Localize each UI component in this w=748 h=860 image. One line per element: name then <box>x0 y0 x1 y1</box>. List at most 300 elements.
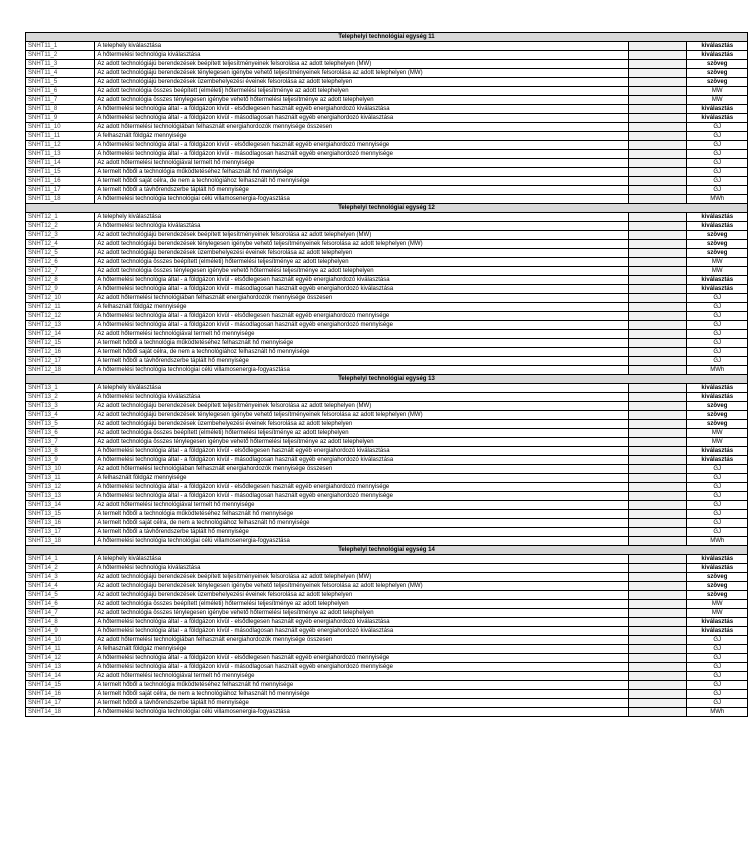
value-input-cell[interactable] <box>629 510 687 519</box>
row-description: Az adott hőtermelési technológiával termelt hő mennyisége <box>95 501 629 510</box>
table-row <box>26 132 748 141</box>
value-input-cell[interactable] <box>629 105 687 114</box>
value-input-cell[interactable] <box>629 231 687 240</box>
value-input-cell[interactable] <box>629 429 687 438</box>
table-row <box>26 177 748 186</box>
row-description: Az adott technológia összes ténylegesen igénybe vehető hőtermelési teljesítménye az adott telephelyen <box>95 438 629 447</box>
row-code: SNHT13_5 <box>26 420 95 429</box>
value-input-cell[interactable] <box>629 240 687 249</box>
value-input-cell[interactable] <box>629 177 687 186</box>
table-row <box>26 636 748 645</box>
value-input-cell[interactable] <box>629 627 687 636</box>
value-input-cell[interactable] <box>629 42 687 51</box>
row-unit: GJ <box>687 501 748 510</box>
table-row <box>26 69 748 78</box>
value-input-cell[interactable] <box>629 303 687 312</box>
row-code: SNHT12_4 <box>26 240 95 249</box>
value-input-cell[interactable] <box>629 222 687 231</box>
value-input-cell[interactable] <box>629 492 687 501</box>
value-input-cell[interactable] <box>629 501 687 510</box>
row-code: SNHT14_12 <box>26 654 95 663</box>
value-input-cell[interactable] <box>629 60 687 69</box>
row-code: SNHT12_10 <box>26 294 95 303</box>
row-unit: szöveg <box>687 411 748 420</box>
row-code: SNHT11_8 <box>26 105 95 114</box>
row-code: SNHT14_13 <box>26 663 95 672</box>
table-row <box>26 438 748 447</box>
row-code: SNHT13_11 <box>26 474 95 483</box>
row-description: A termelt hőből a technológia működtetéséhez felhasznált hő mennyisége <box>95 510 629 519</box>
row-code: SNHT13_8 <box>26 447 95 456</box>
row-unit: kiválasztás <box>687 276 748 285</box>
value-input-cell[interactable] <box>629 456 687 465</box>
row-unit: kiválasztás <box>687 51 748 60</box>
row-description: Az adott technológia összes beépített (elméleti) hőtermelési teljesítménye az adott telephelyen <box>95 258 629 267</box>
value-input-cell[interactable] <box>629 591 687 600</box>
row-unit: kiválasztás <box>687 114 748 123</box>
row-unit: GJ <box>687 303 748 312</box>
table-row <box>26 420 748 429</box>
value-input-cell[interactable] <box>629 366 687 375</box>
row-description: A hőtermelési technológia technológiai célú villamosenergia-fogyasztása <box>95 366 629 375</box>
row-unit: kiválasztás <box>687 564 748 573</box>
section-title: Telephelyi technológiai egység 12 <box>26 204 748 213</box>
row-code: SNHT11_7 <box>26 96 95 105</box>
table-row <box>26 573 748 582</box>
value-input-cell[interactable] <box>629 600 687 609</box>
row-code: SNHT13_2 <box>26 393 95 402</box>
row-description: A termelt hőből a távhőrendszerbe táplált hő mennyisége <box>95 528 629 537</box>
table-row <box>26 231 748 240</box>
row-code: SNHT12_7 <box>26 267 95 276</box>
value-input-cell[interactable] <box>629 186 687 195</box>
row-unit: GJ <box>687 636 748 645</box>
row-description: A termelt hőből a távhőrendszerbe táplált hő mennyisége <box>95 699 629 708</box>
row-code: SNHT13_4 <box>26 411 95 420</box>
row-code: SNHT13_16 <box>26 519 95 528</box>
value-input-cell[interactable] <box>629 294 687 303</box>
row-description: Az adott hőtermelési technológiával termelt hő mennyisége <box>95 159 629 168</box>
row-description: A telephely kiválasztása <box>95 213 629 222</box>
table-row <box>26 276 748 285</box>
section-header-row <box>26 375 748 384</box>
value-input-cell[interactable] <box>629 636 687 645</box>
value-input-cell[interactable] <box>629 474 687 483</box>
table-row <box>26 384 748 393</box>
value-input-cell[interactable] <box>629 708 687 717</box>
row-description: A termelt hőből a technológia működtetéséhez felhasznált hő mennyisége <box>95 339 629 348</box>
row-code: SNHT14_5 <box>26 591 95 600</box>
section-title: Telephelyi technológiai egység 14 <box>26 546 748 555</box>
value-input-cell[interactable] <box>629 690 687 699</box>
row-unit: szöveg <box>687 69 748 78</box>
row-unit: szöveg <box>687 582 748 591</box>
row-unit: MWh <box>687 708 748 717</box>
row-code: SNHT12_18 <box>26 366 95 375</box>
value-input-cell[interactable] <box>629 330 687 339</box>
row-description: Az adott technológiájú berendezések beépített teljesítményeinek felsorolása az adott telephelyen (MW) <box>95 573 629 582</box>
row-unit: GJ <box>687 492 748 501</box>
row-unit: GJ <box>687 330 748 339</box>
value-input-cell[interactable] <box>629 564 687 573</box>
row-description: A hőtermelési technológia által - a földgázon kívül - elsődlegesen használt egyéb energiahordozó kiválasztása <box>95 447 629 456</box>
row-unit: GJ <box>687 339 748 348</box>
table-row <box>26 366 748 375</box>
table-row <box>26 492 748 501</box>
value-input-cell[interactable] <box>629 96 687 105</box>
value-input-cell[interactable] <box>629 159 687 168</box>
table-row <box>26 357 748 366</box>
value-input-cell[interactable] <box>629 78 687 87</box>
value-input-cell[interactable] <box>629 249 687 258</box>
row-code: SNHT11_5 <box>26 78 95 87</box>
value-input-cell[interactable] <box>629 168 687 177</box>
row-code: SNHT11_12 <box>26 141 95 150</box>
table-row <box>26 96 748 105</box>
row-description: A termelt hőből saját célra, de nem a technológiához felhasznált hő mennyisége <box>95 519 629 528</box>
row-unit: GJ <box>687 321 748 330</box>
table-row <box>26 60 748 69</box>
row-code: SNHT11_1 <box>26 42 95 51</box>
row-code: SNHT14_7 <box>26 609 95 618</box>
row-code: SNHT12_1 <box>26 213 95 222</box>
table-row <box>26 429 748 438</box>
row-description: A telephely kiválasztása <box>95 384 629 393</box>
value-input-cell[interactable] <box>629 312 687 321</box>
value-input-cell[interactable] <box>629 384 687 393</box>
table-row <box>26 519 748 528</box>
row-description: Az adott technológia összes ténylegesen igénybe vehető hőtermelési teljesítménye az adott telephelyen <box>95 609 629 618</box>
value-input-cell[interactable] <box>629 618 687 627</box>
value-input-cell[interactable] <box>629 555 687 564</box>
table-row <box>26 294 748 303</box>
value-input-cell[interactable] <box>629 285 687 294</box>
row-unit: MWh <box>687 537 748 546</box>
row-unit: kiválasztás <box>687 627 748 636</box>
row-description: A hőtermelési technológia kiválasztása <box>95 222 629 231</box>
value-input-cell[interactable] <box>629 150 687 159</box>
row-unit: kiválasztás <box>687 447 748 456</box>
row-code: SNHT13_10 <box>26 465 95 474</box>
row-description: Az adott hőtermelési technológiában felhasznált energiahordozók mennyisége összesen <box>95 465 629 474</box>
row-description: A telephely kiválasztása <box>95 42 629 51</box>
row-unit: MWh <box>687 195 748 204</box>
table-row <box>26 348 748 357</box>
row-unit: GJ <box>687 654 748 663</box>
row-unit: kiválasztás <box>687 285 748 294</box>
row-code: SNHT12_2 <box>26 222 95 231</box>
value-input-cell[interactable] <box>629 87 687 96</box>
row-description: A termelt hőből a technológia működtetéséhez felhasznált hő mennyisége <box>95 168 629 177</box>
row-code: SNHT12_5 <box>26 249 95 258</box>
row-unit: GJ <box>687 672 748 681</box>
row-description: Az adott technológia összes ténylegesen igénybe vehető hőtermelési teljesítménye az adott telephelyen <box>95 96 629 105</box>
row-description: Az adott technológia összes beépített (elméleti) hőtermelési teljesítménye az adott telephelyen <box>95 600 629 609</box>
row-description: A hőtermelési technológia által - a földgázon kívül - másodlagosan használt egyéb energiahordozó mennyisége <box>95 492 629 501</box>
row-unit: GJ <box>687 465 748 474</box>
row-code: SNHT14_17 <box>26 699 95 708</box>
row-code: SNHT13_7 <box>26 438 95 447</box>
table-row <box>26 465 748 474</box>
value-input-cell[interactable] <box>629 411 687 420</box>
table-row <box>26 258 748 267</box>
row-unit: kiválasztás <box>687 384 748 393</box>
row-unit: kiválasztás <box>687 393 748 402</box>
table-row <box>26 339 748 348</box>
value-input-cell[interactable] <box>629 663 687 672</box>
row-unit: GJ <box>687 132 748 141</box>
row-code: SNHT14_4 <box>26 582 95 591</box>
row-description: A hőtermelési technológia által - a földgázon kívül - másodlagosan használt egyéb energiahordozó mennyisége <box>95 321 629 330</box>
data-sheet-body <box>26 33 748 717</box>
row-code: SNHT14_11 <box>26 645 95 654</box>
row-description: A termelt hőből saját célra, de nem a technológiához felhasznált hő mennyisége <box>95 690 629 699</box>
table-row <box>26 411 748 420</box>
row-description: A hőtermelési technológia kiválasztása <box>95 51 629 60</box>
section-header-row <box>26 546 748 555</box>
value-input-cell[interactable] <box>629 654 687 663</box>
row-unit: GJ <box>687 690 748 699</box>
table-row <box>26 681 748 690</box>
table-row <box>26 312 748 321</box>
table-row <box>26 690 748 699</box>
row-code: SNHT12_17 <box>26 357 95 366</box>
row-description: Az adott technológia összes beépített (elméleti) hőtermelési teljesítménye az adott telephelyen <box>95 87 629 96</box>
table-row <box>26 447 748 456</box>
row-code: SNHT14_9 <box>26 627 95 636</box>
row-code: SNHT13_15 <box>26 510 95 519</box>
value-input-cell[interactable] <box>629 195 687 204</box>
row-code: SNHT14_10 <box>26 636 95 645</box>
row-unit: kiválasztás <box>687 222 748 231</box>
row-description: A hőtermelési technológia által - a földgázon kívül - elsődlegesen használt egyéb energiahordozó mennyisége <box>95 312 629 321</box>
section-header-row <box>26 204 748 213</box>
row-description: Az adott technológiájú berendezések üzembehelyezési éveinek felsorolása az adott telephelyen <box>95 249 629 258</box>
value-input-cell[interactable] <box>629 132 687 141</box>
value-input-cell[interactable] <box>629 348 687 357</box>
row-unit: szöveg <box>687 573 748 582</box>
row-unit: GJ <box>687 141 748 150</box>
row-code: SNHT13_12 <box>26 483 95 492</box>
value-input-cell[interactable] <box>629 321 687 330</box>
row-description: Az adott technológiájú berendezések ténylegesen igénybe vehető teljesítményeinek felsorolása az adott telephelyen (MW) <box>95 582 629 591</box>
row-unit: szöveg <box>687 591 748 600</box>
row-code: SNHT14_2 <box>26 564 95 573</box>
row-description: A felhasznált földgáz mennyisége <box>95 132 629 141</box>
value-input-cell[interactable] <box>629 213 687 222</box>
table-row <box>26 708 748 717</box>
value-input-cell[interactable] <box>629 672 687 681</box>
row-code: SNHT12_8 <box>26 276 95 285</box>
row-code: SNHT12_15 <box>26 339 95 348</box>
table-row <box>26 51 748 60</box>
row-unit: GJ <box>687 177 748 186</box>
value-input-cell[interactable] <box>629 537 687 546</box>
row-description: A hőtermelési technológia által - a földgázon kívül - másodlagosan használt egyéb energiahordozó kiválasztása <box>95 114 629 123</box>
value-input-cell[interactable] <box>629 519 687 528</box>
row-description: Az adott hőtermelési technológiában felhasznált energiahordozók mennyisége összesen <box>95 294 629 303</box>
section-title: Telephelyi technológiai egység 11 <box>26 33 748 42</box>
table-row <box>26 627 748 636</box>
row-unit: kiválasztás <box>687 213 748 222</box>
row-code: SNHT13_1 <box>26 384 95 393</box>
row-unit: kiválasztás <box>687 618 748 627</box>
table-row <box>26 222 748 231</box>
row-unit: GJ <box>687 528 748 537</box>
row-description: A termelt hőből saját célra, de nem a technológiához felhasznált hő mennyisége <box>95 177 629 186</box>
value-input-cell[interactable] <box>629 465 687 474</box>
row-code: SNHT13_14 <box>26 501 95 510</box>
value-input-cell[interactable] <box>629 699 687 708</box>
data-sheet-table <box>25 32 748 717</box>
row-description: Az adott technológiájú berendezések ténylegesen igénybe vehető teljesítményeinek felsorolása az adott telephelyen (MW) <box>95 411 629 420</box>
row-code: SNHT11_3 <box>26 60 95 69</box>
row-code: SNHT13_18 <box>26 537 95 546</box>
table-row <box>26 303 748 312</box>
row-code: SNHT14_14 <box>26 672 95 681</box>
row-description: Az adott technológiájú berendezések ténylegesen igénybe vehető teljesítményeinek felsorolása az adott telephelyen (MW) <box>95 69 629 78</box>
value-input-cell[interactable] <box>629 276 687 285</box>
row-unit: szöveg <box>687 60 748 69</box>
row-code: SNHT13_3 <box>26 402 95 411</box>
row-unit: GJ <box>687 510 748 519</box>
row-unit: MW <box>687 96 748 105</box>
row-unit: MW <box>687 600 748 609</box>
row-description: Az adott technológiájú berendezések üzembehelyezési éveinek felsorolása az adott telephelyen <box>95 591 629 600</box>
row-code: SNHT14_16 <box>26 690 95 699</box>
value-input-cell[interactable] <box>629 645 687 654</box>
value-input-cell[interactable] <box>629 258 687 267</box>
table-row <box>26 564 748 573</box>
row-code: SNHT14_18 <box>26 708 95 717</box>
row-code: SNHT14_1 <box>26 555 95 564</box>
row-description: A hőtermelési technológia által - a földgázon kívül - másodlagosan használt egyéb energiahordozó kiválasztása <box>95 456 629 465</box>
row-unit: GJ <box>687 645 748 654</box>
row-description: A termelt hőből saját célra, de nem a technológiához felhasznált hő mennyisége <box>95 348 629 357</box>
row-description: A hőtermelési technológia technológiai célú villamosenergia-fogyasztása <box>95 708 629 717</box>
row-code: SNHT11_2 <box>26 51 95 60</box>
row-description: A hőtermelési technológia által - a földgázon kívül - elsődlegesen használt egyéb energiahordozó kiválasztása <box>95 105 629 114</box>
value-input-cell[interactable] <box>629 69 687 78</box>
table-row <box>26 114 748 123</box>
row-description: A hőtermelési technológia által - a földgázon kívül - másodlagosan használt egyéb energiahordozó mennyisége <box>95 150 629 159</box>
row-code: SNHT13_17 <box>26 528 95 537</box>
row-unit: MWh <box>687 366 748 375</box>
row-unit: GJ <box>687 186 748 195</box>
table-row <box>26 87 748 96</box>
row-code: SNHT14_3 <box>26 573 95 582</box>
row-unit: MW <box>687 258 748 267</box>
table-row <box>26 537 748 546</box>
value-input-cell[interactable] <box>629 114 687 123</box>
table-row <box>26 663 748 672</box>
row-unit: MW <box>687 267 748 276</box>
value-input-cell[interactable] <box>629 393 687 402</box>
value-input-cell[interactable] <box>629 420 687 429</box>
row-description: Az adott hőtermelési technológiával termelt hő mennyisége <box>95 672 629 681</box>
table-row <box>26 285 748 294</box>
table-row <box>26 393 748 402</box>
table-row <box>26 555 748 564</box>
row-description: A hőtermelési technológia által - a földgázon kívül - elsődlegesen használt egyéb energiahordozó mennyisége <box>95 654 629 663</box>
row-code: SNHT13_6 <box>26 429 95 438</box>
value-input-cell[interactable] <box>629 402 687 411</box>
value-input-cell[interactable] <box>629 438 687 447</box>
table-row <box>26 645 748 654</box>
row-description: A termelt hőből a technológia működtetéséhez felhasznált hő mennyisége <box>95 681 629 690</box>
value-input-cell[interactable] <box>629 141 687 150</box>
row-code: SNHT12_9 <box>26 285 95 294</box>
value-input-cell[interactable] <box>629 339 687 348</box>
row-unit: GJ <box>687 519 748 528</box>
row-description: Az adott hőtermelési technológiával termelt hő mennyisége <box>95 330 629 339</box>
row-code: SNHT11_18 <box>26 195 95 204</box>
table-row <box>26 609 748 618</box>
table-row <box>26 267 748 276</box>
row-code: SNHT11_13 <box>26 150 95 159</box>
value-input-cell[interactable] <box>629 447 687 456</box>
table-row <box>26 474 748 483</box>
row-code: SNHT13_13 <box>26 492 95 501</box>
table-row <box>26 105 748 114</box>
row-description: A hőtermelési technológia által - a földgázon kívül - elsődlegesen használt egyéb energiahordozó kiválasztása <box>95 276 629 285</box>
table-row <box>26 501 748 510</box>
row-code: SNHT12_11 <box>26 303 95 312</box>
value-input-cell[interactable] <box>629 528 687 537</box>
value-input-cell[interactable] <box>629 681 687 690</box>
table-row <box>26 249 748 258</box>
row-code: SNHT12_12 <box>26 312 95 321</box>
table-row <box>26 600 748 609</box>
value-input-cell[interactable] <box>629 357 687 366</box>
row-description: Az adott technológiájú berendezések ténylegesen igénybe vehető teljesítményeinek felsorolása az adott telephelyen (MW) <box>95 240 629 249</box>
value-input-cell[interactable] <box>629 573 687 582</box>
row-description: Az adott hőtermelési technológiában felhasznált energiahordozók mennyisége összesen <box>95 123 629 132</box>
table-row <box>26 195 748 204</box>
row-description: Az adott technológiájú berendezések beépített teljesítményeinek felsorolása az adott telephelyen (MW) <box>95 231 629 240</box>
row-code: SNHT11_9 <box>26 114 95 123</box>
row-unit: GJ <box>687 168 748 177</box>
section-title: Telephelyi technológiai egység 13 <box>26 375 748 384</box>
row-description: A hőtermelési technológia által - a földgázon kívül - másodlagosan használt egyéb energiahordozó kiválasztása <box>95 285 629 294</box>
row-code: SNHT14_15 <box>26 681 95 690</box>
row-unit: GJ <box>687 681 748 690</box>
value-input-cell[interactable] <box>629 267 687 276</box>
row-unit: szöveg <box>687 78 748 87</box>
row-unit: GJ <box>687 357 748 366</box>
row-code: SNHT11_17 <box>26 186 95 195</box>
row-description: Az adott technológiájú berendezések beépített teljesítményeinek felsorolása az adott telephelyen (MW) <box>95 60 629 69</box>
row-code: SNHT13_9 <box>26 456 95 465</box>
row-code: SNHT11_4 <box>26 69 95 78</box>
table-row <box>26 78 748 87</box>
table-row <box>26 240 748 249</box>
row-unit: MW <box>687 87 748 96</box>
value-input-cell[interactable] <box>629 483 687 492</box>
row-description: A telephely kiválasztása <box>95 555 629 564</box>
value-input-cell[interactable] <box>629 582 687 591</box>
row-unit: szöveg <box>687 240 748 249</box>
row-description: Az adott technológiájú berendezések üzembehelyezési éveinek felsorolása az adott telephelyen <box>95 420 629 429</box>
value-input-cell[interactable] <box>629 51 687 60</box>
row-code: SNHT12_3 <box>26 231 95 240</box>
value-input-cell[interactable] <box>629 123 687 132</box>
row-code: SNHT12_14 <box>26 330 95 339</box>
row-unit: GJ <box>687 294 748 303</box>
table-row <box>26 591 748 600</box>
row-unit: GJ <box>687 348 748 357</box>
value-input-cell[interactable] <box>629 609 687 618</box>
